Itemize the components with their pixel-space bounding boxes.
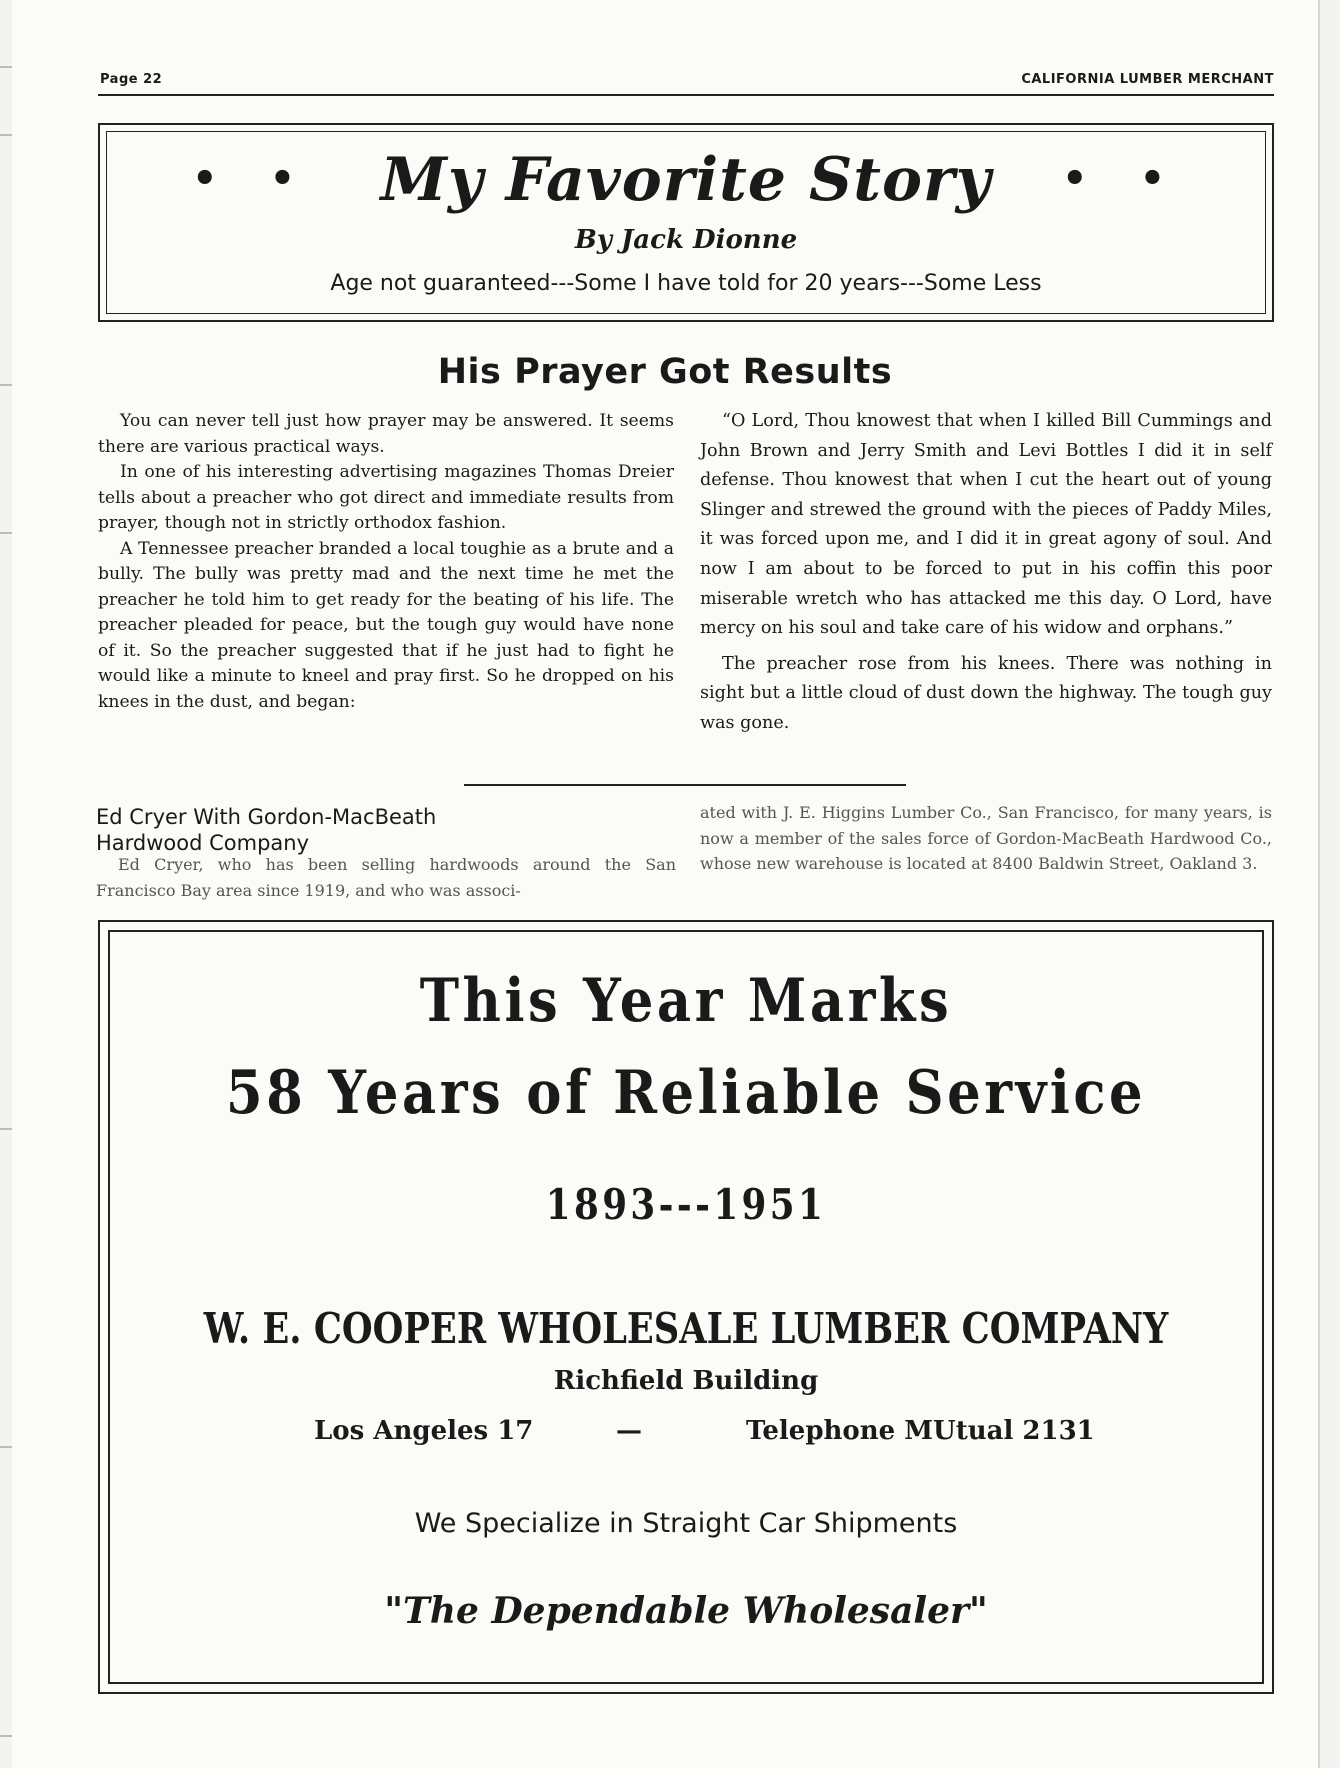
ad-dash: — [616,1416,642,1446]
banner-dots-right: •• [1062,155,1218,202]
ad-years: 1893---1951 [545,1180,827,1229]
news-headline-line: Hardwood Company [96,831,310,855]
banner-dots-left: •• [192,155,348,202]
magazine-page [12,0,1320,1768]
article-paragraph: You can never tell just how prayer may be answered. It seems there are various practical ways. [98,411,674,457]
header-rule [98,94,1274,96]
ad-slogan: "The Dependable Wholesaler" [384,1590,988,1632]
page-number: Page 22 [100,72,163,87]
ad-specialty: We Specialize in Straight Car Shipments [414,1508,958,1539]
news-paragraph: ated with J. E. Higgins Lumber Co., San Francisco, for many years, is now a member of the sales force of Gordon-MacBeath Hardwood Co., whose new warehouse is located at 8400 Baldwin Street, Oakland 3. [700,803,1272,873]
ad-city: Los Angeles 17 [314,1416,534,1446]
banner-byline: By Jack Dionne [574,225,798,255]
cooper-lumber-advertisement [98,920,1274,1694]
news-column-left [96,852,676,903]
section-divider [464,784,906,786]
news-paragraph: Ed Cryer, who has been selling hardwoods around the San Francisco Bay area since 1919, and who was associ- [96,855,676,900]
article-paragraph: “O Lord, Thou knowest that when I killed Bill Cummings and John Brown and Jerry Smith and Levi Bottles I did it in self defense. Thou knowest that when I cut the heart out of young Slinger and strewed the ground with the pieces of Paddy Miles, it was forced upon me, and I did it in great agony of soul. And now I am about to be forced to put in his coffin this poor miserable wretch who has attacked me this day. O Lord, have mercy on his soul and take care of his widow and orphans.” [700,411,1272,639]
running-header [100,72,1274,87]
article-paragraph: The preacher rose from his knees. There was nothing in sight but a little cloud of dust down the highway. The tough guy was gone. [700,653,1272,733]
ad-building: Richfield Building [553,1366,819,1396]
news-headline [96,804,656,856]
article-paragraph: A Tennessee preacher branded a local toughie as a brute and a bully. The bully was pretty mad and the next time he met the preacher he told him to get ready for the beating of his life. The preacher pleaded for peace, but the tough guy would have none of it. So the preacher suggested that if he just had to fight he would like a minute to kneel and pray first. So he dropped on his knees in the dust, and began: [98,538,674,712]
favorite-story-banner [98,123,1274,322]
publication-name: CALIFORNIA LUMBER MERCHANT [1021,72,1274,87]
banner-title: My Favorite Story [380,145,992,215]
ad-company-name: W. E. COOPER WHOLESALE LUMBER COMPANY [203,1304,1169,1353]
news-column-right [700,800,1272,877]
ad-headline: This Year Marks [419,966,953,1036]
article-title: His Prayer Got Results [437,352,893,392]
ad-phone: Telephone MUtual 2131 [746,1416,1095,1446]
article-column-right [700,407,1272,739]
news-headline-line: Ed Cryer With Gordon-MacBeath [96,805,437,829]
article-column-left [98,409,674,715]
ad-subheadline: 58 Years of Reliable Service [225,1058,1147,1128]
article-paragraph: In one of his interesting advertising magazines Thomas Dreier tells about a preacher who got direct and immediate results from prayer, though not in strictly orthodox fashion. [98,462,674,533]
banner-subtitle: Age not guaranteed---Some I have told for 20 years---Some Less [330,271,1042,296]
